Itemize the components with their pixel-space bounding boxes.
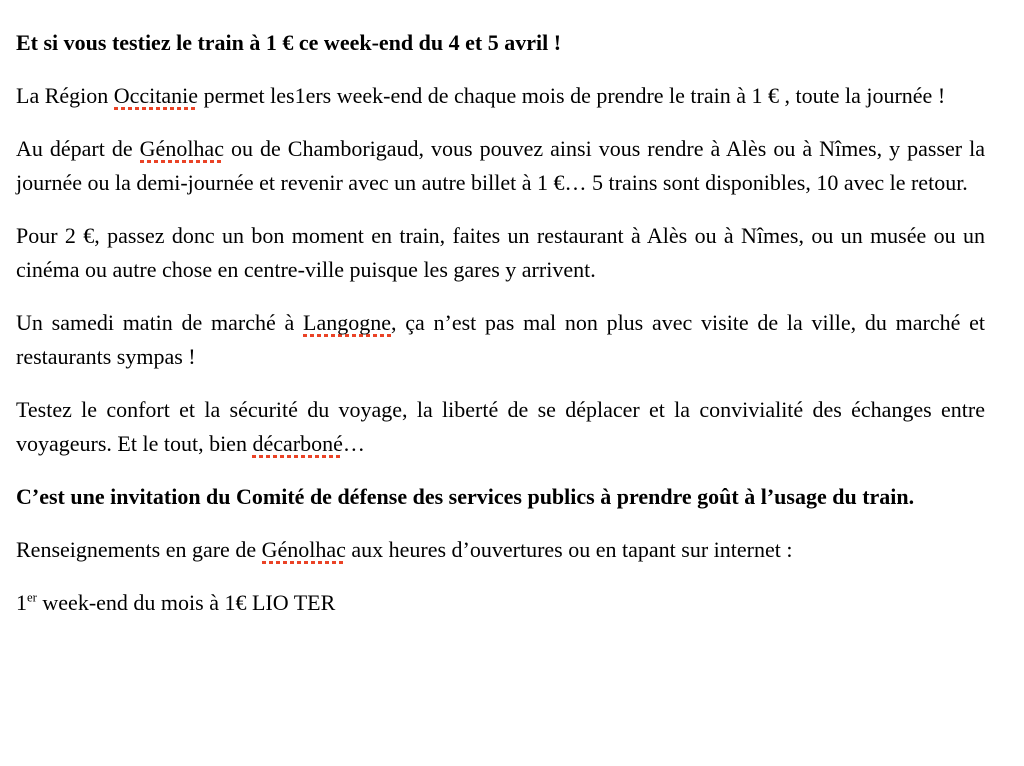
text-run: Un samedi matin de marché à	[16, 310, 304, 335]
misspelled-word: Génolhac	[261, 537, 346, 562]
text-run: Pour 2 €, passez donc un bon moment en train, faites un restaurant à Alès ou à Nîmes, ou un musée ou un cinéma ou autre chose en centre-ville puisque les gares y arrivent.	[16, 223, 985, 282]
text-run: Et si vous testiez le train à 1 € ce week-end du 4 et 5 avril !	[16, 30, 562, 55]
misspelled-word: Langogne	[303, 310, 391, 335]
paragraph	[16, 79, 985, 113]
paragraph	[16, 533, 985, 567]
text-run: C’est une invitation du Comité de défense des services publics à prendre goût à l’usage du train.	[16, 484, 915, 509]
paragraph	[16, 219, 985, 287]
text-run: 1	[16, 590, 27, 615]
bold-paragraph	[16, 480, 985, 514]
text-run: Renseignements en gare de	[16, 537, 262, 562]
text-run: ou de Chamborigaud, vous pouvez ainsi vous rendre à Alès ou à Nîmes, y passer la journée ou la demi-journée et revenir avec un autre billet à 1 €… 5 trains sont disponibles, 10 avec le retour.	[16, 136, 986, 195]
misspelled-word: Occitanie	[113, 83, 199, 108]
misspelled-word: Génolhac	[139, 136, 224, 161]
misspelled-word: décarboné	[252, 431, 343, 456]
text-run: …	[342, 431, 365, 456]
text-run: week-end du mois à 1€ LIO TER	[36, 590, 336, 615]
text-run: aux heures d’ouvertures ou en tapant sur internet :	[345, 537, 793, 562]
bold-paragraph	[16, 26, 985, 60]
paragraph	[16, 306, 985, 374]
text-run: permet les1ers week-end de chaque mois de prendre le train à 1 € , toute la journée !	[198, 83, 946, 108]
paragraph	[16, 393, 985, 461]
text-run: , ça n’est pas mal non plus avec visite de la ville, du marché et restaurants sympas !	[16, 310, 985, 369]
text-run: Au départ de	[16, 136, 140, 161]
ordinal-suffix: er	[27, 590, 37, 605]
paragraph	[16, 132, 985, 200]
text-run: Testez le confort et la sécurité du voyage, la liberté de se déplacer et la convivialité des échanges entre voyageurs. Et le tout, bien	[16, 397, 985, 456]
text-run: La Région	[16, 83, 114, 108]
paragraph	[16, 586, 985, 620]
